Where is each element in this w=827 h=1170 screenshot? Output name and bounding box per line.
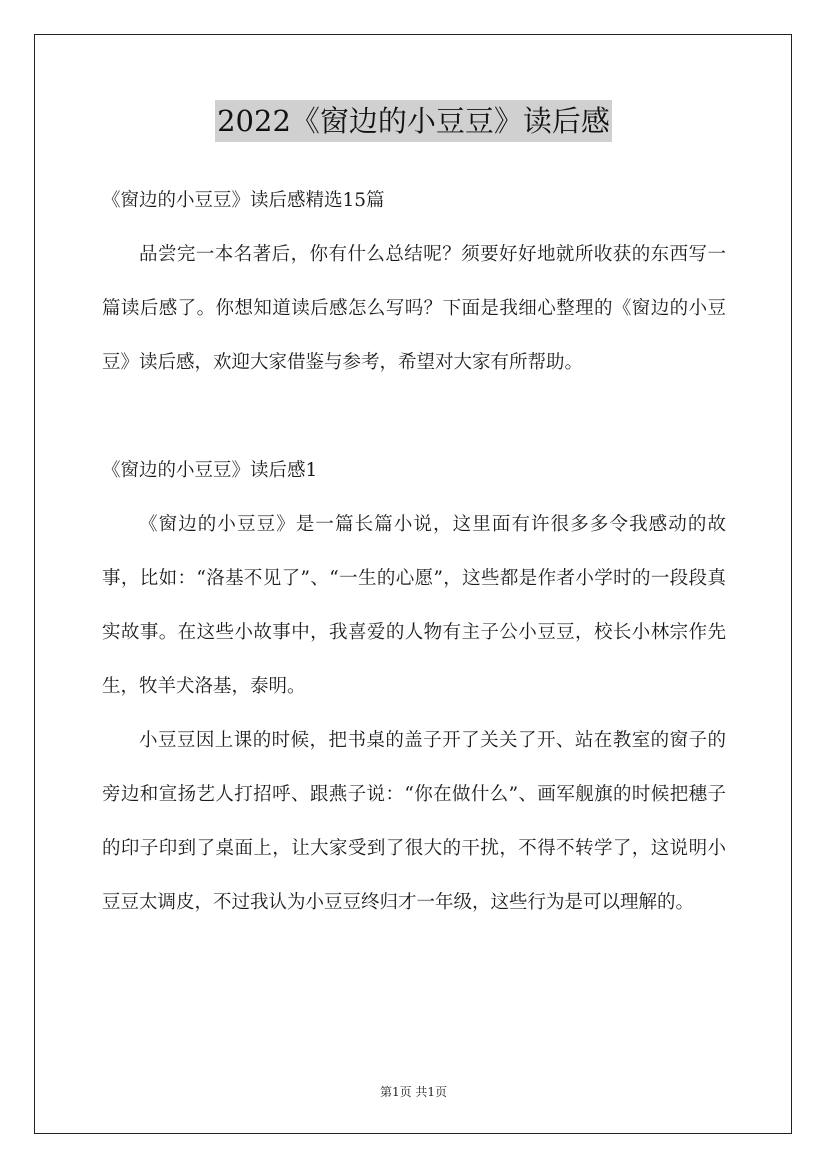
document-title: 2022《窗边的小豆豆》读后感 xyxy=(215,100,612,142)
title-container xyxy=(0,100,827,142)
body-paragraph: 小豆豆因上课的时候，把书桌的盖子开了关关了开、站在教室的窗子的旁边和宣扬艺人打招呼、跟燕子说：“你在做什么”、画军舰旗的时候把穗子的印子印到了桌面上，让大家受到了很大的干扰，不得不转学了，这说明小豆豆太调皮，不过我认为小豆豆终归才一年级，这些行为是可以理解的。 xyxy=(102,730,726,913)
page-number-label: 第1页 共1页 xyxy=(379,1085,448,1099)
section-heading: 《窗边的小豆豆》读后感1 xyxy=(102,460,318,481)
body-paragraph: 《窗边的小豆豆》是一篇长篇小说，这里面有许很多多令我感动的故事，比如：“洛基不见了”、“一生的心愿”，这些都是作者小学时的一段段真实故事。在这些小故事中，我喜爱的人物有主子公小豆豆，校长小林宗作先生，牧羊犬洛基，泰明。 xyxy=(102,514,726,697)
document-subtitle: 《窗边的小豆豆》读后感精选15篇 xyxy=(102,190,385,211)
section-spacer xyxy=(102,390,726,444)
page-footer xyxy=(0,1084,827,1100)
intro-paragraph: 品尝完一本名著后，你有什么总结呢？须要好好地就所收获的东西写一篇读后感了。你想知道读后感怎么写吗？下面是我细心整理的《窗边的小豆豆》读后感，欢迎大家借鉴与参考，希望对大家有所帮助。 xyxy=(102,244,726,373)
document-body xyxy=(102,174,726,930)
